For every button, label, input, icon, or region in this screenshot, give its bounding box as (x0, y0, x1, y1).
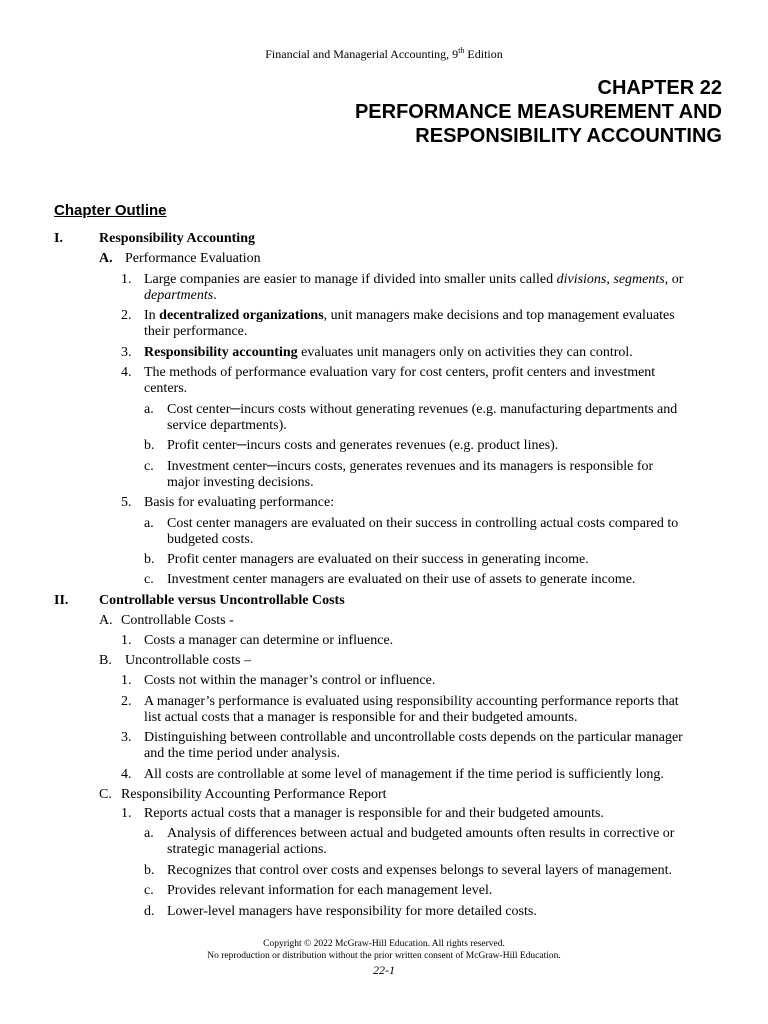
item-1a5b-line-1: Profit center managers are evaluated on their success in generating income. (167, 552, 589, 567)
item-2b2-number: 2. (121, 694, 132, 709)
item-2b4-number: 4. (121, 767, 132, 782)
item-1a2-line-2: their performance. (144, 324, 248, 339)
chapter-outline-heading: Chapter Outline (54, 202, 167, 219)
subsection-2c-marker: C. (99, 787, 112, 802)
subsection-2a-marker: A. (99, 613, 113, 628)
chapter-title (355, 76, 722, 148)
item-2b3-line-1: Distinguishing between controllable and uncontrollable costs depends on the particular manager (144, 730, 683, 745)
item-1a4-number: 4. (121, 365, 132, 380)
item-1a3-number: 3. (121, 345, 132, 360)
item-1a5a-marker: a. (144, 516, 154, 531)
item-2c1c-marker: c. (144, 883, 154, 898)
item-1a5-line-1: Basis for evaluating performance: (144, 495, 335, 510)
item-2c1b-line-1: Recognizes that control over costs and expenses belongs to several layers of management. (167, 863, 673, 878)
item-1a4b-marker: b. (144, 438, 155, 453)
subsection-2c-title: Responsibility Accounting Performance Report (121, 787, 387, 802)
item-2c1c-line-1: Provides relevant information for each management level. (167, 883, 493, 898)
item-1a5a-line-2: budgeted costs. (167, 532, 254, 547)
section-2-title: Controllable versus Uncontrollable Costs (99, 593, 345, 608)
item-2c1-line-1: Reports actual costs that a manager is responsible for and their budgeted amounts. (144, 806, 604, 821)
item-2c1a-marker: a. (144, 826, 154, 841)
item-1a5c-line-1: Investment center managers are evaluated on their use of assets to generate income. (167, 572, 636, 587)
subsection-1a-title: Performance Evaluation (125, 251, 261, 266)
item-2b3-number: 3. (121, 730, 132, 745)
item-2c1a-line-2: strategic managerial actions. (167, 842, 327, 857)
item-2b2-line-1: A manager’s performance is evaluated using responsibility accounting performance reports that (144, 694, 679, 709)
subsection-1a-marker: A. (99, 251, 113, 266)
subsection-2a-title: Controllable Costs - (121, 613, 234, 628)
item-2a1-number: 1. (121, 633, 132, 648)
item-2c1-number: 1. (121, 806, 132, 821)
item-1a4a-line-2: service departments). (167, 418, 287, 433)
item-1a4b-line-1: Profit center─incurs costs and generates revenues (e.g. product lines). (167, 438, 559, 453)
item-2c1d-marker: d. (144, 904, 155, 919)
chapter-title-line-2: RESPONSIBILITY ACCOUNTING (415, 125, 722, 147)
item-1a1-number: 1. (121, 272, 132, 287)
item-1a4-line-1: The methods of performance evaluation vary for cost centers, profit centers and investment (144, 365, 656, 380)
item-2b2-line-2: list actual costs that a manager is responsible for and their budgeted amounts. (144, 710, 578, 725)
item-2c1d-line-1: Lower-level managers have responsibility for more detailed costs. (167, 904, 537, 919)
item-1a2-line-1: In decentralized organizations, unit managers make decisions and top management evaluates (144, 308, 675, 323)
item-2b1-line-1: Costs not within the manager’s control or influence. (144, 673, 436, 688)
item-2c1a-line-1: Analysis of differences between actual and budgeted amounts often results in corrective or (167, 826, 675, 841)
item-1a5b-marker: b. (144, 552, 155, 567)
section-2-number: II. (54, 593, 69, 608)
edition-word: Edition (464, 47, 503, 61)
item-1a4-line-2: centers. (144, 381, 188, 396)
section-1-title: Responsibility Accounting (99, 231, 255, 246)
subsection-2b-title: Uncontrollable costs – (125, 653, 251, 668)
book-title: Financial and Managerial Accounting, 9 (265, 47, 459, 61)
item-2c1b-marker: b. (144, 863, 155, 878)
item-1a4c-marker: c. (144, 459, 154, 474)
item-1a4c-line-1: Investment center─incurs costs, generates revenues and its managers is responsible for (167, 459, 654, 474)
chapter-title-line-1: PERFORMANCE MEASUREMENT AND (354, 101, 722, 123)
item-2b3-line-2: and the time period under analysis. (144, 746, 340, 761)
item-1a1-line-1: Large companies are easier to manage if divided into smaller units called divisions, segments, or (144, 272, 684, 287)
item-1a5c-marker: c. (144, 572, 154, 587)
item-1a5-number: 5. (121, 495, 132, 510)
item-1a3-line-1: Responsibility accounting evaluates unit managers only on activities they can control. (144, 345, 633, 360)
item-2b4-line-1: All costs are controllable at some level of management if the time period is sufficiently long. (144, 767, 664, 782)
item-1a4a-marker: a. (144, 402, 154, 417)
edition-superscript: th (458, 46, 465, 55)
footer-notice: No reproduction or distribution without the prior written consent of McGraw-Hill Education. (207, 951, 561, 961)
item-1a4c-line-2: major investing decisions. (167, 475, 314, 490)
item-1a1-line-2: departments. (144, 288, 217, 303)
item-1a5a-line-1: Cost center managers are evaluated on their success in controlling actual costs compared to (167, 516, 679, 531)
section-1-number: I. (54, 231, 63, 246)
subsection-2b-marker: B. (99, 653, 112, 668)
chapter-number: CHAPTER 22 (597, 77, 722, 99)
item-1a4a-line-1: Cost center─incurs costs without generating revenues (e.g. manufacturing departments and (167, 402, 678, 417)
running-header (0, 46, 768, 62)
item-2a1-line-1: Costs a manager can determine or influence. (144, 633, 394, 648)
footer-copyright: Copyright © 2022 McGraw-Hill Education. All rights reserved. (263, 939, 505, 949)
item-2b1-number: 1. (121, 673, 132, 688)
page-number: 22-1 (373, 963, 395, 977)
item-1a2-number: 2. (121, 308, 132, 323)
